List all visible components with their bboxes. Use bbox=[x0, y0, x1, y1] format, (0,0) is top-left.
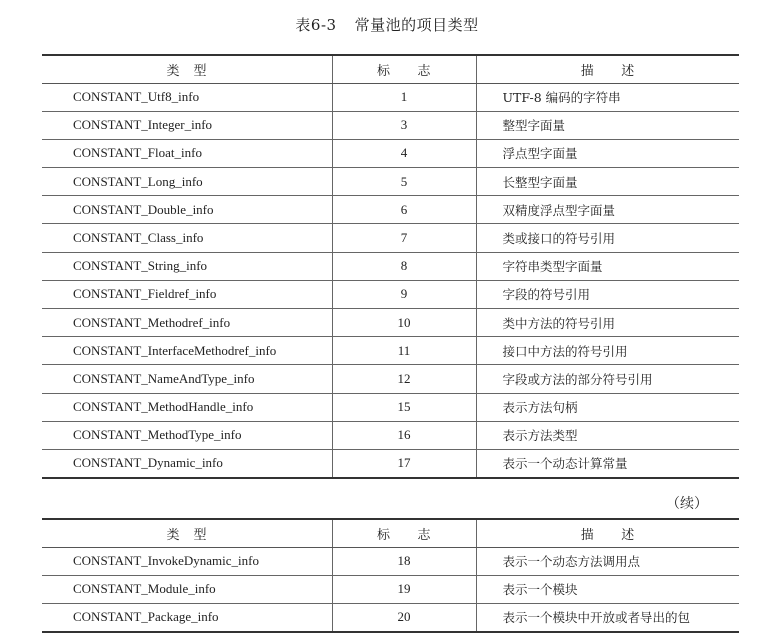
table-row bbox=[42, 252, 739, 280]
table-row bbox=[42, 196, 739, 224]
type-cell: CONSTANT_Class_info bbox=[42, 224, 332, 252]
table-row bbox=[42, 224, 739, 252]
type-cell: CONSTANT_Integer_info bbox=[42, 111, 332, 139]
description-cell: 表示一个动态计算常量 bbox=[476, 449, 739, 477]
flag-cell: 12 bbox=[332, 365, 476, 393]
description-cell: 表示一个模块中开放或者导出的包 bbox=[476, 603, 739, 631]
type-cell: CONSTANT_NameAndType_info bbox=[42, 365, 332, 393]
table-row bbox=[42, 168, 739, 196]
flag-cell: 9 bbox=[332, 280, 476, 308]
type-cell: CONSTANT_InterfaceMethodref_info bbox=[42, 337, 332, 365]
flag-cell: 8 bbox=[332, 252, 476, 280]
description-cell: 类或接口的符号引用 bbox=[476, 224, 739, 252]
header-flag: 标 志 bbox=[332, 519, 476, 547]
table-row bbox=[42, 365, 739, 393]
flag-cell: 15 bbox=[332, 393, 476, 421]
description-cell: 整型字面量 bbox=[476, 111, 739, 139]
type-cell: CONSTANT_Float_info bbox=[42, 139, 332, 167]
table-row bbox=[42, 139, 739, 167]
table-row bbox=[42, 83, 739, 111]
table-row bbox=[42, 309, 739, 337]
description-cell: 字段的符号引用 bbox=[476, 280, 739, 308]
table-row bbox=[42, 337, 739, 365]
description-cell: 字符串类型字面量 bbox=[476, 252, 739, 280]
flag-cell: 19 bbox=[332, 575, 476, 603]
flag-cell: 7 bbox=[332, 224, 476, 252]
header-type: 类 型 bbox=[42, 519, 332, 547]
table-caption bbox=[0, 14, 774, 35]
table-row bbox=[42, 449, 739, 477]
description-cell: 浮点型字面量 bbox=[476, 139, 739, 167]
flag-cell: 11 bbox=[332, 337, 476, 365]
constant-pool-table bbox=[42, 54, 739, 479]
header-flag: 标 志 bbox=[332, 55, 476, 83]
type-cell: CONSTANT_Fieldref_info bbox=[42, 280, 332, 308]
header-desc: 描 述 bbox=[476, 519, 739, 547]
table-row bbox=[42, 421, 739, 449]
header-desc: 描 述 bbox=[476, 55, 739, 83]
caption-text: 常量池的项目类型 bbox=[354, 16, 479, 34]
table-row bbox=[42, 111, 739, 139]
type-cell: CONSTANT_Package_info bbox=[42, 603, 332, 631]
type-cell: CONSTANT_String_info bbox=[42, 252, 332, 280]
description-cell: 接口中方法的符号引用 bbox=[476, 337, 739, 365]
table-row bbox=[42, 575, 739, 603]
description-cell: 字段或方法的部分符号引用 bbox=[476, 365, 739, 393]
continued-label: （续） bbox=[666, 496, 708, 512]
table-body bbox=[42, 83, 739, 478]
caption-number: 表6-3 bbox=[295, 16, 337, 34]
header-row bbox=[42, 519, 739, 547]
flag-cell: 5 bbox=[332, 168, 476, 196]
type-cell: CONSTANT_Double_info bbox=[42, 196, 332, 224]
type-cell: CONSTANT_Long_info bbox=[42, 168, 332, 196]
flag-cell: 10 bbox=[332, 309, 476, 337]
flag-cell: 4 bbox=[332, 139, 476, 167]
flag-cell: 1 bbox=[332, 83, 476, 111]
description-cell: UTF-8 编码的字符串 bbox=[476, 83, 739, 111]
table-row bbox=[42, 547, 739, 575]
description-cell: 双精度浮点型字面量 bbox=[476, 196, 739, 224]
type-cell: CONSTANT_Module_info bbox=[42, 575, 332, 603]
description-cell: 表示一个模块 bbox=[476, 575, 739, 603]
description-cell: 长整型字面量 bbox=[476, 168, 739, 196]
flag-cell: 17 bbox=[332, 449, 476, 477]
description-cell: 表示一个动态方法调用点 bbox=[476, 547, 739, 575]
table-row bbox=[42, 393, 739, 421]
header-type: 类 型 bbox=[42, 55, 332, 83]
flag-cell: 16 bbox=[332, 421, 476, 449]
type-cell: CONSTANT_Dynamic_info bbox=[42, 449, 332, 477]
type-cell: CONSTANT_MethodType_info bbox=[42, 421, 332, 449]
table-row bbox=[42, 280, 739, 308]
type-cell: CONSTANT_MethodHandle_info bbox=[42, 393, 332, 421]
type-cell: CONSTANT_InvokeDynamic_info bbox=[42, 547, 332, 575]
type-cell: CONSTANT_Methodref_info bbox=[42, 309, 332, 337]
description-cell: 类中方法的符号引用 bbox=[476, 309, 739, 337]
flag-cell: 6 bbox=[332, 196, 476, 224]
table-row bbox=[42, 603, 739, 631]
flag-cell: 20 bbox=[332, 603, 476, 631]
header-row bbox=[42, 55, 739, 83]
description-cell: 表示方法类型 bbox=[476, 421, 739, 449]
constant-pool-table-continued bbox=[42, 518, 739, 633]
type-cell: CONSTANT_Utf8_info bbox=[42, 83, 332, 111]
flag-cell: 3 bbox=[332, 111, 476, 139]
flag-cell: 18 bbox=[332, 547, 476, 575]
table-body bbox=[42, 547, 739, 632]
description-cell: 表示方法句柄 bbox=[476, 393, 739, 421]
